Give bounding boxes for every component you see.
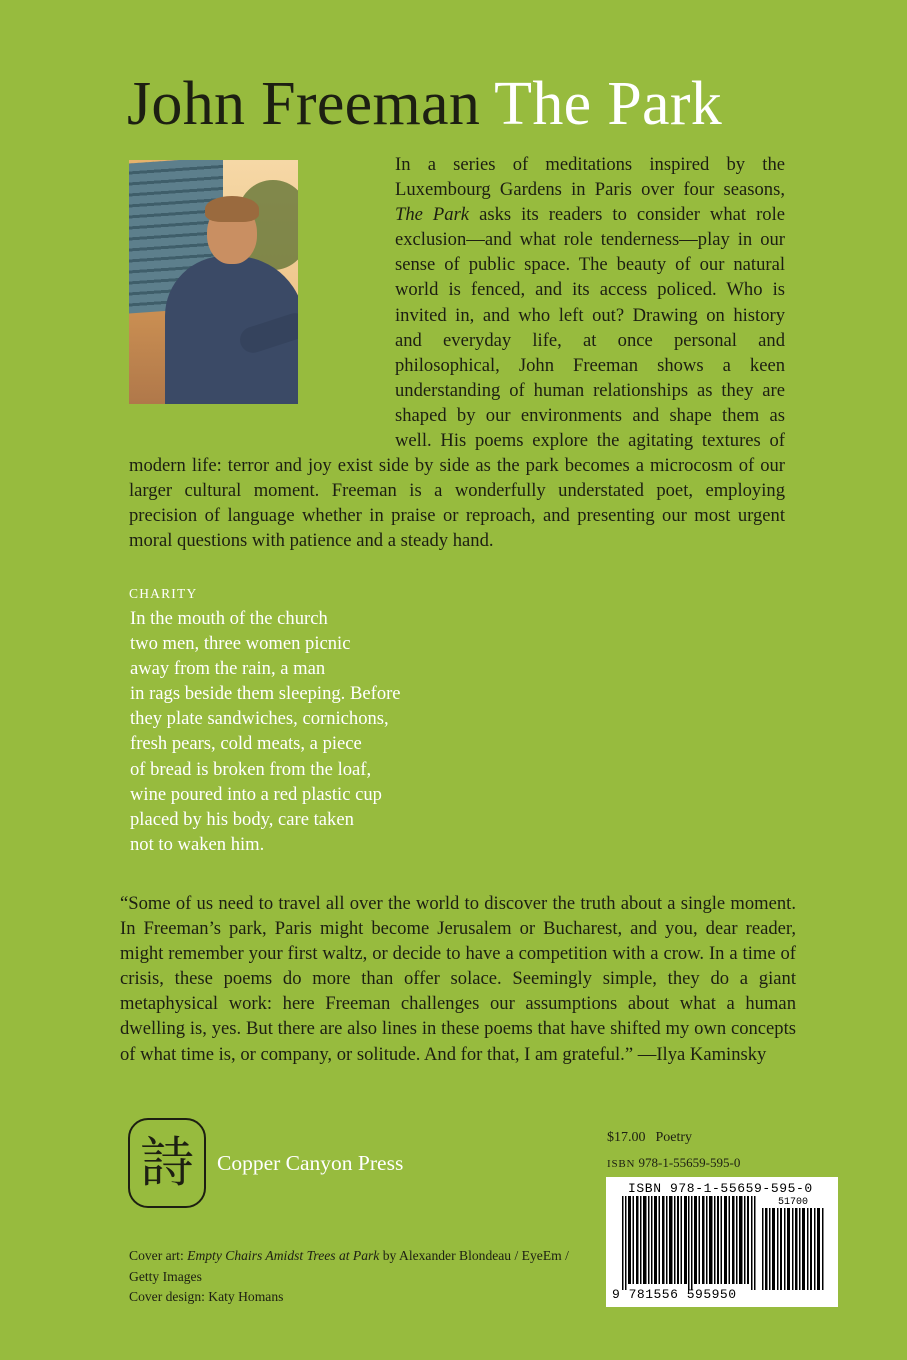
- title-row: [127, 68, 722, 140]
- poem-title: CHARITY: [129, 586, 198, 601]
- credits-art-title: Empty Chairs Amidst Trees at Park: [187, 1248, 380, 1263]
- price-line: [607, 1130, 692, 1146]
- description-title-italic: The Park: [395, 204, 470, 226]
- isbn-label: ISBN: [607, 1158, 636, 1170]
- isbn-number: 978-1-55659-595-0: [638, 1155, 741, 1170]
- publisher-name: Copper Canyon Press: [217, 1151, 404, 1175]
- book-description: [129, 152, 785, 554]
- description-lead: In a series of meditations inspired by the Luxembourg Gardens in Paris over four seasons,: [395, 154, 785, 201]
- barcode-isbn-text: ISBN 978-1-55659-595-0: [628, 1181, 813, 1196]
- barcode-digits: 9 781556 595950: [612, 1287, 737, 1302]
- publisher-logo-glyph: 詩: [140, 1133, 194, 1193]
- blurb-quote: “Some of us need to travel all over the world to discover the truth about a single moment. In Freeman’s park, Paris might become Jerusalem or Bucharest, and you, dear reader, might remember your first waltz, or decide to have a competition with a crow. In a time of crisis, these poems do more than offer solace. Seemingly simple, they do a giant metaphysical work: here Freeman challenges our assumptions about what a human dwelling is, yes. But there are also lines in these poems that have shifted my own concepts of what time is, or company, or solitude. And for that, I am grateful.” —Ilya Kaminsky: [120, 893, 796, 1065]
- author-name: John Freeman: [127, 70, 481, 138]
- credits-art-suffix: by Alexander Blondeau / EyeEm / Getty Images: [129, 1248, 569, 1284]
- poem-line: they plate sandwiches, cornichons,: [130, 708, 389, 730]
- book-title: The Park: [494, 70, 723, 138]
- barcode-bars-addon: [762, 1208, 826, 1290]
- description-rest: asks its readers to consider what role exclusion—and what role tenderness—play in our sense of public space. The beauty of our natural world is fenced, and its access policed. Who is invited in, and who left out? Drawing on history and everyday life, at once personal and philosophical, John Freeman shows a keen understanding of human relationships as they are shaped by our environments and shape them as well. His poems explore the agitating textures of modern life: terror and joy exist side by side as the park becomes a microcosm of our larger cultural moment. Freeman is a wonderfully understated poet, employing precision of language whether in praise or reproach, and presenting our most urgent moral questions with patience and a steady hand.: [129, 204, 785, 552]
- poem-line: fresh pears, cold meats, a piece: [130, 733, 362, 755]
- cover-credits: [129, 1246, 599, 1308]
- isbn-line: [607, 1155, 740, 1171]
- barcode-addon-text: 51700: [778, 1197, 809, 1208]
- barcode: [606, 1177, 838, 1307]
- poem-line: of bread is broken from the loaf,: [130, 758, 372, 780]
- publisher-logo: [128, 1118, 206, 1208]
- poem-line: in rags beside them sleeping. Before: [130, 683, 401, 705]
- barcode-bars-main: [622, 1196, 756, 1290]
- poem-line: placed by his body, care taken: [130, 808, 354, 830]
- poem-line: away from the rain, a man: [130, 658, 326, 680]
- price: $17.00: [607, 1130, 646, 1145]
- poem-line: two men, three women picnic: [130, 633, 351, 655]
- credits-art-prefix: Cover art:: [129, 1248, 188, 1263]
- poem-line: In the mouth of the church: [130, 608, 328, 629]
- poem-body: [130, 606, 401, 857]
- poem-line: not to waken him.: [130, 833, 265, 855]
- category: Poetry: [655, 1130, 693, 1145]
- credits-design: Cover design: Katy Homans: [129, 1289, 284, 1304]
- poem-line: wine poured into a red plastic cup: [130, 783, 382, 805]
